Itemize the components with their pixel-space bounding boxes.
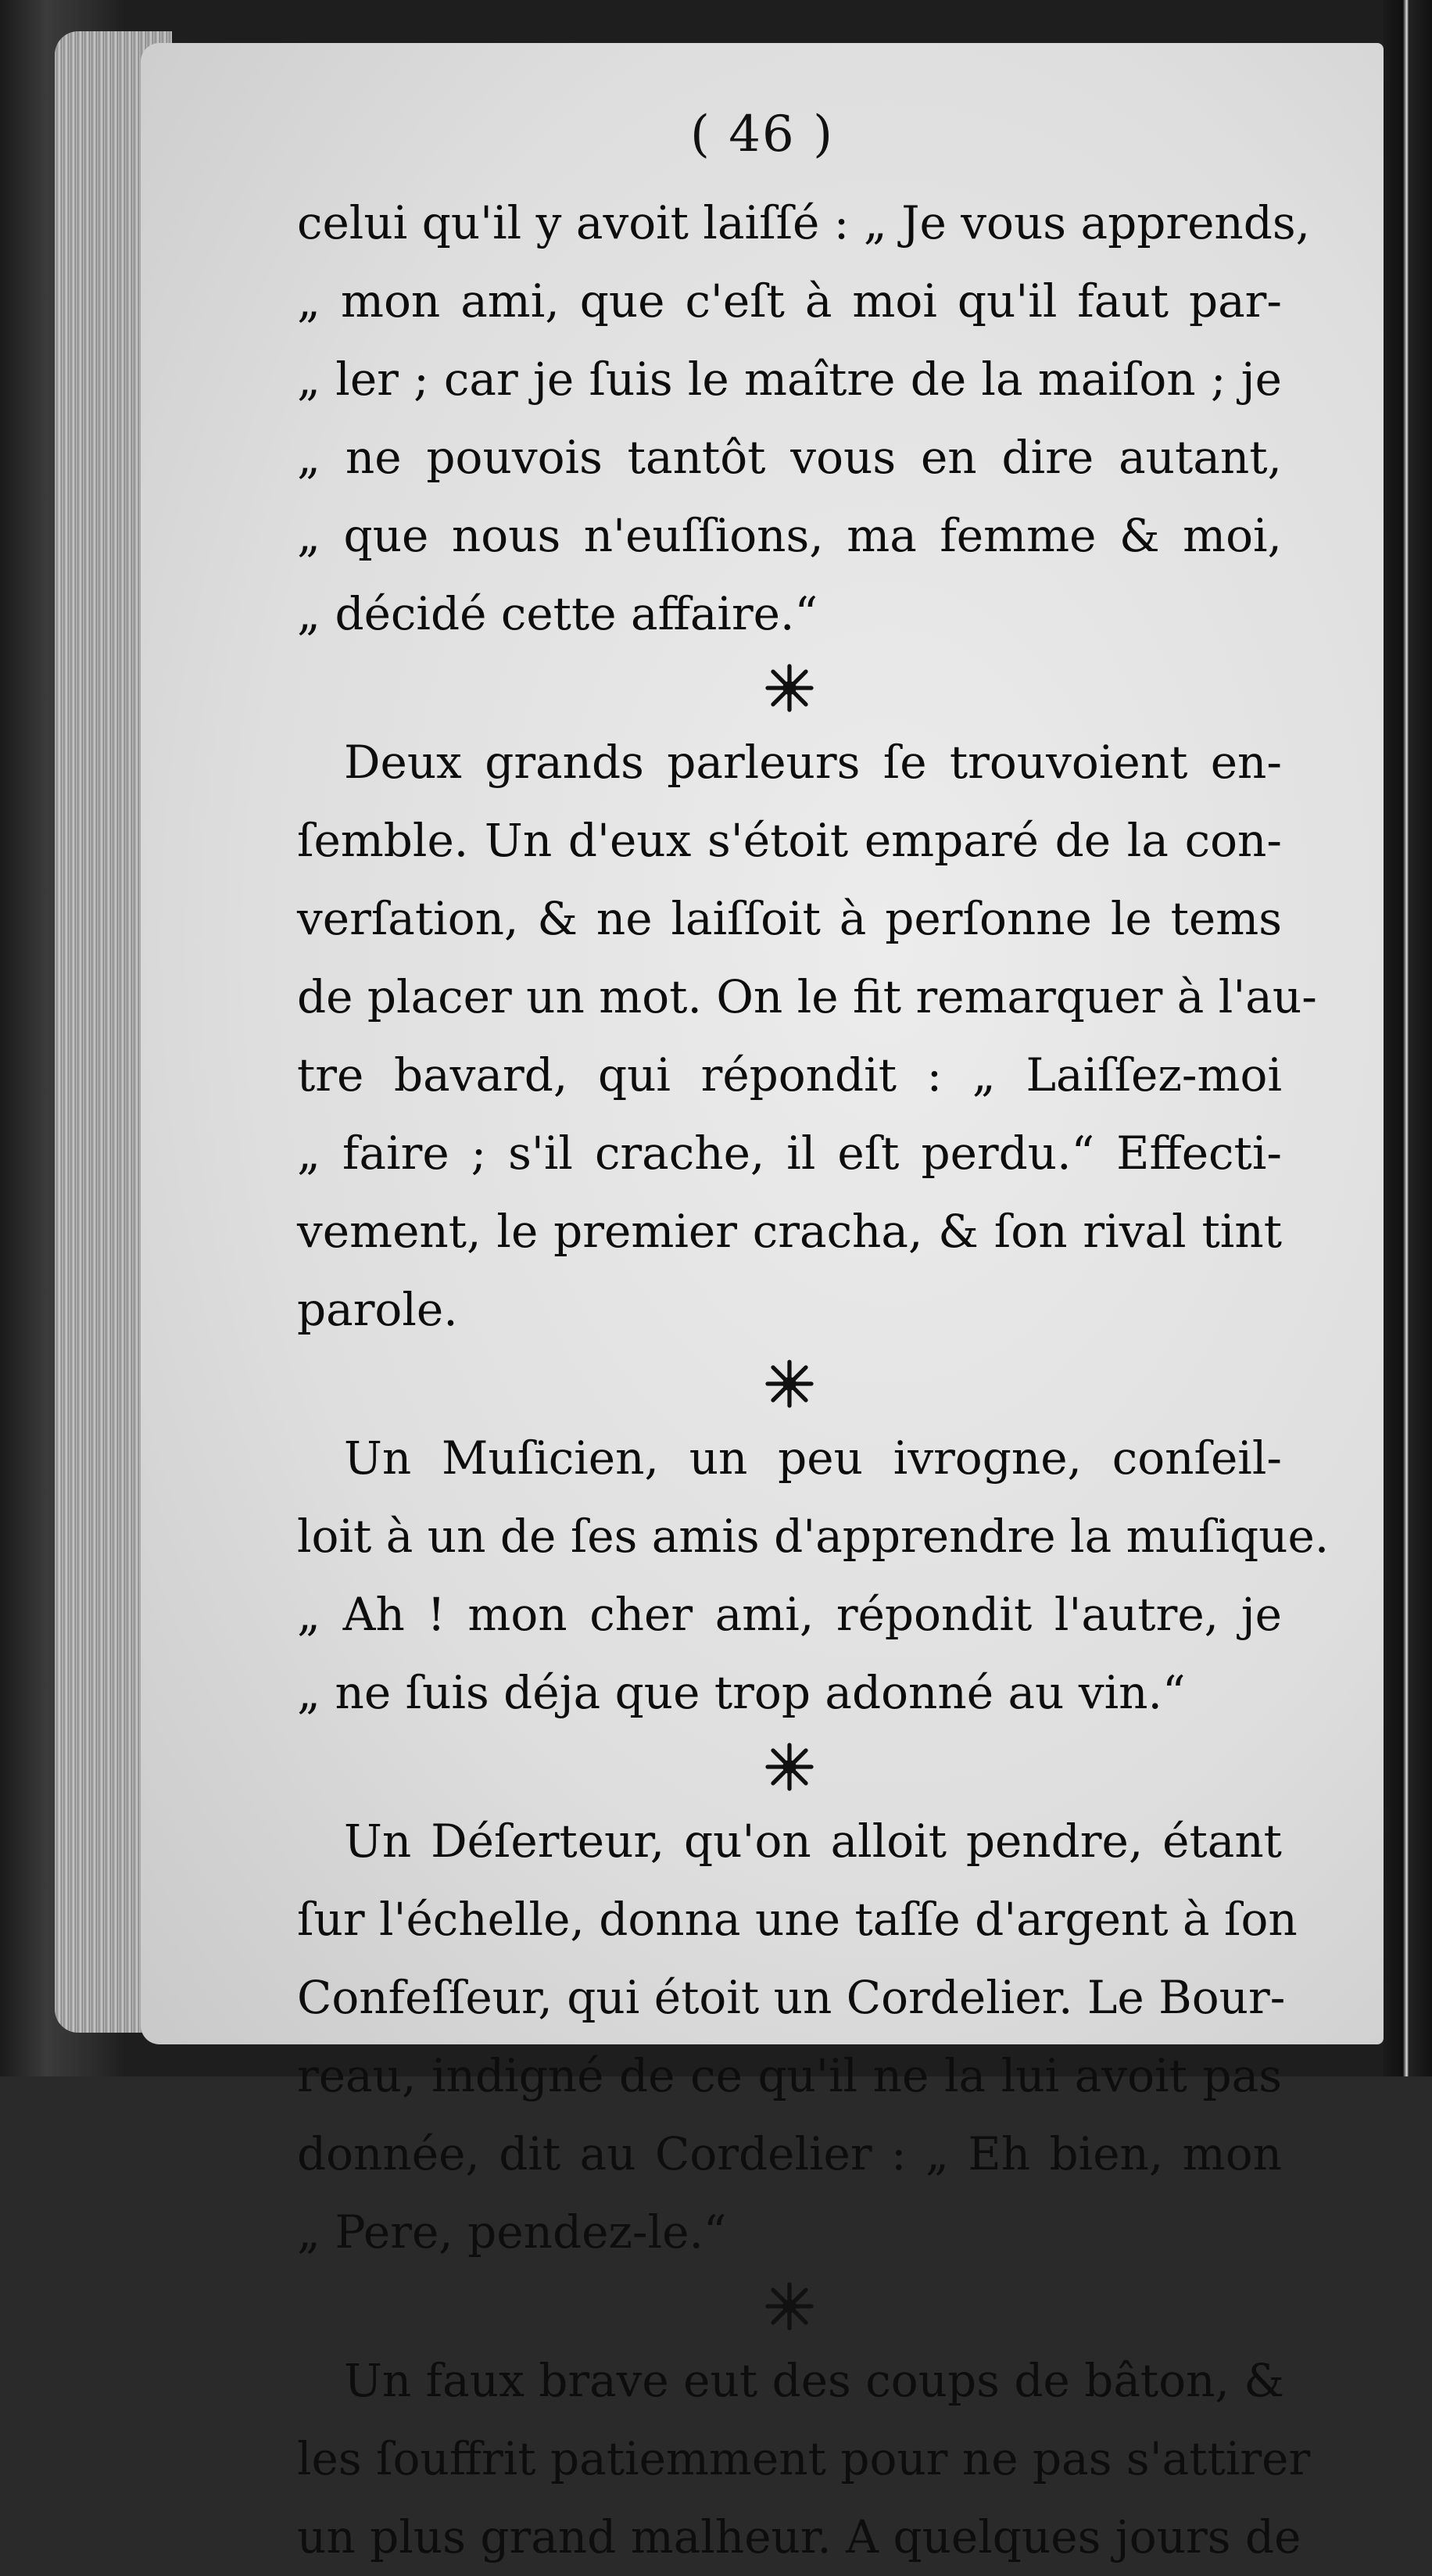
text-line: loit à un de ſes amis d'apprendre la muſique. [297, 1510, 1330, 1563]
page-number: ( 46 ) [689, 106, 835, 163]
text-line: reau, indigné de ce qu'il ne la lui avoit pas [297, 2049, 1282, 2102]
page-text [297, 184, 1330, 2576]
text-line: Un Muſicien, un peu ivrogne, conſeil- [344, 1431, 1282, 1485]
text-line: „ Ah ! mon cher ami, répondit l'autre, je [297, 1588, 1282, 1641]
text-line: vement, le premier cracha, & ſon rival tint [297, 1205, 1282, 1258]
text-line: donnée, dit au Cordelier : „ Eh bien, mon [297, 2127, 1282, 2180]
text-line: „ mon ami, que c'eſt à moi qu'il faut par- [297, 274, 1282, 328]
text-line: celui qu'il y avoit laiſſé : „ Je vous apprends, [297, 196, 1311, 249]
text-line: Un Déſerteur, qu'on alloit pendre, étant [344, 1815, 1282, 1868]
text-line: de placer un mot. On le fit remarquer à l'au- [297, 970, 1317, 1023]
text-line: parole. [297, 1283, 458, 1336]
book-page [141, 43, 1384, 2563]
text-line: Un faux brave eut des coups de bâton, & [344, 2354, 1285, 2407]
text-line: „ Pere, pendez-le.“ [297, 2205, 727, 2259]
text-line: „ que nous n'euſſions, ma femme & moi, [297, 509, 1282, 562]
text-line: ſemble. Un d'eux s'étoit emparé de la con- [297, 814, 1282, 867]
text-line: ſur l'échelle, donna une taſſe d'argent à ſon [297, 1893, 1298, 1946]
asterism-ornament-icon [297, 2271, 1282, 2341]
text-line: Confeſſeur, qui étoit un Cordelier. Le Bour- [297, 1971, 1286, 2024]
text-line: verſation, & ne laiſſoit à perſonne le tems [297, 892, 1282, 945]
text-line: „ décidé cette affaire.“ [297, 587, 818, 640]
text-line: „ ne pouvois tantôt vous en dire autant, [297, 431, 1282, 484]
book-gutter [1384, 0, 1432, 2076]
asterism-ornament-icon [297, 1349, 1282, 1419]
text-line: „ faire ; s'il crache, il eſt perdu.“ Effecti- [297, 1127, 1282, 1180]
text-line: les ſouffrit patiemment pour ne pas s'attirer [297, 2432, 1311, 2485]
text-line: un plus grand malheur. A quelques jours de [297, 2510, 1301, 2563]
text-line: „ ler ; car je ſuis le maître de la maiſon ; je [297, 353, 1282, 406]
asterism-ornament-icon [297, 1732, 1282, 1802]
text-line: „ ne ſuis déja que trop adonné au vin.“ [297, 1666, 1186, 1719]
text-line: tre bavard, qui répondit : „ Laiſſez-moi [297, 1048, 1282, 1102]
asterism-ornament-icon [297, 653, 1282, 723]
text-line: Deux grands parleurs ſe trouvoient en- [344, 736, 1282, 789]
